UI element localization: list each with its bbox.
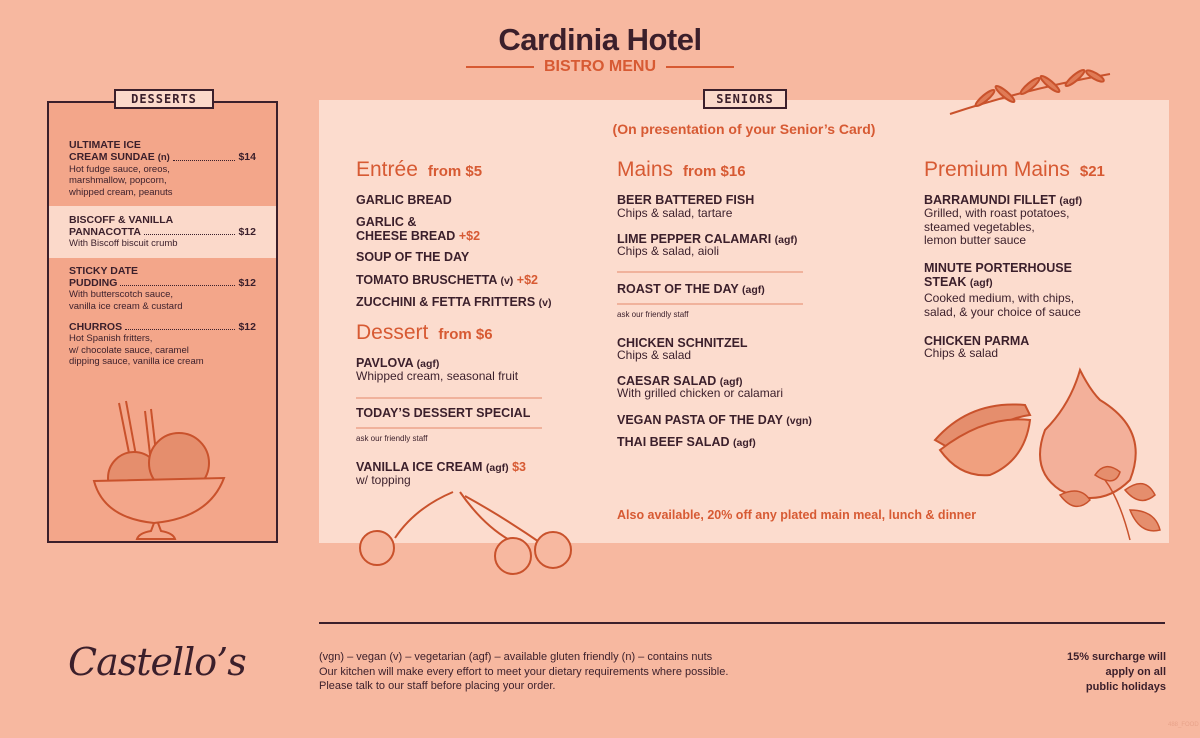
mains-heading [617, 158, 746, 182]
dessert-name-line1: BISCOFF & VANILLA [69, 214, 174, 226]
ice-cream-sundae-illustration [79, 393, 249, 543]
item-tag: (agf) [969, 277, 993, 289]
item-name: VANILLA ICE CREAM [356, 460, 483, 474]
dessert-name: CHURROS [69, 321, 123, 333]
item-tag: (agf) [485, 462, 509, 474]
item-tag: (v) [500, 275, 514, 287]
menu-item-vegan-pasta [617, 413, 812, 428]
divider [617, 271, 803, 273]
divider [356, 397, 542, 399]
caesar-desc: With grilled chicken or calamari [617, 386, 784, 400]
item-extra-price: +$2 [458, 229, 481, 243]
dessert-special-note: ask our friendly staff [356, 434, 428, 443]
dessert-name: PUDDING [69, 277, 118, 289]
dessert-item-sticky-date [49, 265, 276, 312]
seniors-label: SENIORS [703, 89, 787, 109]
subtitle-rule-right [666, 66, 734, 68]
dessert-desc: With Biscoff biscuit crumb [69, 238, 178, 249]
dessert-name-line1: STICKY DATE [69, 265, 139, 277]
dessert-desc: With butterscotch sauce, [69, 289, 174, 300]
hotel-title: Cardinia Hotel [498, 22, 702, 57]
item-tag: (agf) [774, 234, 798, 246]
item-name: LIME PEPPER CALAMARI [617, 232, 772, 246]
menu-item-zucchini-fritters [356, 295, 551, 310]
item-name: GARLIC & [356, 215, 417, 229]
dessert-desc: w/ chocolate sauce, caramel [69, 344, 189, 356]
item-tag: (agf) [732, 437, 756, 449]
item-name: TOMATO BRUSCHETTA [356, 273, 497, 287]
surcharge-line: apply on all [1105, 666, 1166, 678]
dessert-section-price: from $6 [438, 326, 493, 343]
surcharge-line: 15% surcharge will [1066, 651, 1166, 663]
dessert-item-pannacotta [49, 206, 276, 258]
dessert-price-row [69, 226, 256, 238]
barramundi-desc [924, 207, 1069, 248]
dessert-desc: marshmallow, popcorn, [69, 175, 167, 186]
item-name: ROAST OF THE DAY [617, 282, 739, 296]
desc-line: Cooked medium, with chips, [924, 291, 1075, 305]
porterhouse-desc [924, 292, 1081, 319]
bistro-subtitle [466, 58, 734, 76]
legend-line: Our kitchen will make every effort to meet your dietary requirements where possible. [319, 665, 729, 678]
desserts-label: DESSERTS [114, 89, 214, 109]
item-name: ZUCCHINI & FETTA FRITTERS [356, 295, 536, 309]
item-name: CHEESE BREAD [356, 229, 456, 243]
surcharge-note [1030, 650, 1166, 695]
dietary-legend [319, 650, 728, 694]
mains-title: Mains [617, 158, 674, 181]
pavlova-desc: Whipped cream, seasonal fruit [356, 369, 519, 383]
menu-item-dessert-special: TODAY’S DESSERT SPECIAL [356, 406, 531, 420]
divider [617, 303, 803, 305]
dessert-price: $12 [238, 226, 256, 238]
divider [356, 427, 542, 429]
print-code: 488_FOOD [1168, 722, 1199, 728]
item-name: CAESAR SALAD [617, 374, 717, 388]
premium-heading [924, 158, 1105, 182]
roast-note: ask our friendly staff [617, 310, 689, 319]
dessert-name: PANNACOTTA [69, 226, 141, 238]
item-tag: (agf) [1059, 195, 1083, 207]
desc-line: lemon butter sauce [924, 233, 1027, 247]
item-tag: (v) [538, 297, 552, 309]
item-extra-price: +$2 [516, 273, 538, 287]
discount-note: Also available, 20% off any plated main meal, lunch & dinner [617, 508, 977, 522]
entree-title: Entrée [356, 158, 418, 181]
dessert-price: $12 [238, 277, 256, 289]
bistro-subtitle-text: BISTRO MENU [544, 58, 656, 75]
dessert-price: $14 [238, 151, 256, 163]
item-name: THAI BEEF SALAD [617, 435, 730, 449]
desc-line: steamed vegetables, [924, 219, 1035, 234]
dessert-price-row [69, 151, 256, 164]
premium-title: Premium Mains [924, 158, 1070, 181]
dessert-name-line1: ULTIMATE ICE [69, 139, 141, 151]
schnitzel-desc: Chips & salad [617, 348, 692, 362]
mains-price: from $16 [683, 163, 746, 180]
dot-leader [120, 277, 235, 286]
dessert-price: $12 [238, 321, 256, 333]
item-tag: (vgn) [786, 415, 812, 427]
dessert-heading [356, 321, 493, 345]
dessert-tag: (n) [157, 152, 170, 163]
entree-heading [356, 158, 482, 182]
dessert-desc: whipped cream, peanuts [69, 186, 173, 198]
dot-leader [144, 226, 236, 235]
menu-item-thai-beef-salad [617, 435, 756, 450]
menu-item-garlic-bread: GARLIC BREAD [356, 193, 452, 207]
desc-line: Grilled, with roast potatoes, [924, 206, 1070, 220]
menu-item-porterhouse [924, 261, 1072, 290]
menu-item-soup: SOUP OF THE DAY [356, 250, 470, 264]
legend-line: (vgn) – vegan (v) – vegetarian (agf) – available gluten friendly (n) – contains nuts [319, 651, 713, 663]
item-name: BARRAMUNDI FILLET [924, 193, 1056, 207]
item-name: PAVLOVA [356, 356, 414, 370]
item-name: STEAK [924, 275, 967, 289]
legend-line: Please talk to our staff before placing your order. [319, 680, 556, 692]
castellos-logo: Castello’s [68, 640, 246, 684]
dessert-price-row [69, 277, 256, 289]
vanilla-desc: w/ topping [356, 473, 411, 487]
dessert-desc: vanilla ice cream & custard [69, 300, 183, 312]
menu-item-schnitzel: CHICKEN SCHNITZEL [617, 336, 748, 350]
item-tag: (agf) [719, 376, 743, 388]
dessert-item-churros [49, 321, 276, 368]
footer-divider [319, 622, 1165, 624]
dessert-desc: Hot Spanish fritters, [69, 333, 153, 344]
cherries-illustration [355, 488, 585, 578]
dessert-price-row [69, 321, 256, 333]
dessert-name-line2 [69, 151, 170, 164]
rosemary-sprig-illustration [945, 64, 1115, 120]
premium-price: $21 [1079, 163, 1105, 180]
dot-leader [173, 151, 236, 161]
menu-item-chicken-parma: CHICKEN PARMA [924, 334, 1030, 348]
fish-desc: Chips & salad, tartare [617, 206, 733, 220]
dot-leader [125, 321, 235, 330]
parma-desc: Chips & salad [924, 346, 999, 360]
dessert-desc: Hot fudge sauce, oreos, [69, 163, 170, 175]
entree-price: from $5 [427, 163, 483, 180]
dessert-desc: dipping sauce, vanilla ice cream [69, 356, 204, 367]
calamari-desc: Chips & salad, aioli [617, 244, 720, 258]
desc-line: salad, & your choice of sauce [924, 304, 1081, 319]
dessert-item-sundae [49, 139, 276, 198]
menu-item-garlic-cheese-bread [356, 215, 480, 243]
seniors-card-note: (On presentation of your Senior’s Card) [612, 121, 876, 137]
item-tag: (agf) [742, 284, 765, 296]
item-name: MINUTE PORTERHOUSE [924, 261, 1072, 275]
surcharge-line: public holidays [1085, 681, 1166, 693]
subtitle-rule-left [466, 66, 534, 68]
item-extra-price: $3 [512, 460, 527, 474]
item-tag: (agf) [416, 358, 440, 370]
dessert-title: Dessert [356, 321, 429, 344]
menu-item-beer-battered-fish: BEER BATTERED FISH [617, 193, 755, 207]
menu-item-bruschetta [356, 273, 538, 288]
dessert-name: CREAM SUNDAE [69, 151, 155, 163]
desserts-panel [47, 101, 278, 543]
item-name: VEGAN PASTA OF THE DAY [617, 413, 783, 427]
menu-item-roast [617, 282, 765, 297]
